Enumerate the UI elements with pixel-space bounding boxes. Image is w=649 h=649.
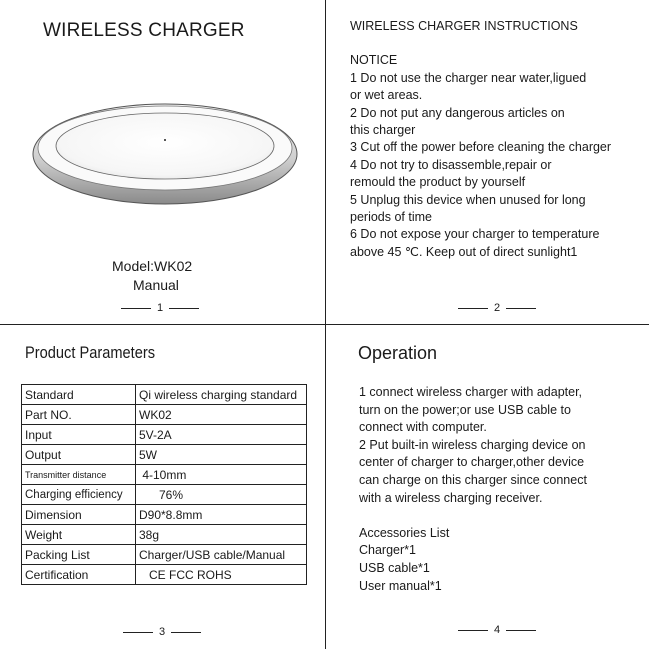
notice-line: above 45 ℃. Keep out of direct sunlight1 [350, 244, 578, 259]
table-row [22, 385, 307, 405]
param-value: CE FCC ROHS [136, 565, 307, 585]
operation-line: 2 Put built-in wireless charging device on [359, 437, 586, 452]
table-row [22, 465, 307, 485]
page1-number: 1 [115, 302, 205, 314]
operation-line [359, 507, 587, 525]
wireless-charger-drawing [30, 98, 300, 208]
param-key: Packing List [22, 545, 136, 565]
product-parameters-table [21, 384, 307, 585]
page3-number: 3 [117, 626, 207, 638]
page4-heading: Operation [358, 343, 438, 363]
notice-line: 6 Do not expose your charger to temperature [350, 227, 600, 242]
param-key: Certification [22, 565, 136, 585]
page3-heading: Product Parameters [25, 343, 156, 362]
param-key: Transmitter distance [22, 465, 136, 485]
page2-notice: NOTICE [350, 53, 398, 68]
operation-line: center of charger to charger,other device [359, 455, 585, 470]
accessory-item: USB cable*1 [359, 560, 430, 575]
param-key: Charging efficiency [22, 485, 136, 505]
page4-operation-text [359, 384, 587, 595]
notice-line: 5 Unplug this device when unused for long [350, 192, 586, 207]
param-value: WK02 [136, 405, 307, 425]
notice-line: remould the product by yourself [350, 175, 526, 190]
notice-line: 3 Cut off the power before cleaning the charger [350, 140, 612, 155]
operation-line: turn on the power;or use USB cable to [359, 402, 571, 417]
param-value: D90*8.8mm [136, 505, 307, 525]
param-key: Weight [22, 525, 136, 545]
accessory-item: User manual*1 [359, 578, 442, 593]
param-value: 76% [136, 485, 307, 505]
page2-number: 2 [452, 302, 542, 314]
page1-manual: Manual [133, 277, 179, 293]
table-row [22, 525, 307, 545]
table-row [22, 485, 307, 505]
param-value: 4-10mm [136, 465, 307, 485]
param-value: Charger/USB cable/Manual [136, 545, 307, 565]
param-value: 38g [136, 525, 307, 545]
table-row [22, 565, 307, 585]
table-row [22, 505, 307, 525]
page1-title: WIRELESS CHARGER [43, 20, 245, 41]
notice-line: or wet areas. [350, 88, 423, 103]
accessories-heading: Accessories List [359, 525, 450, 540]
page1-model: Model:WK02 [112, 258, 193, 274]
notice-line: 2 Do not put any dangerous articles on [350, 105, 565, 120]
param-value: Qi wireless charging standard [136, 385, 307, 405]
table-row [22, 425, 307, 445]
notice-line: 1 Do not use the charger near water,ligued [350, 70, 587, 85]
param-key: Part NO. [22, 405, 136, 425]
operation-line: with a wireless charging receiver. [359, 490, 543, 505]
accessory-item: Charger*1 [359, 543, 416, 558]
page2-heading: WIRELESS CHARGER INSTRUCTIONS [350, 19, 578, 33]
param-key: Input [22, 425, 136, 445]
notice-line: periods of time [350, 210, 432, 225]
table-row [22, 445, 307, 465]
table-row [22, 545, 307, 565]
horizontal-divider [0, 324, 649, 325]
notice-line: 4 Do not try to disassemble,repair or [350, 157, 552, 172]
param-key: Standard [22, 385, 136, 405]
notice-line: this charger [350, 123, 416, 138]
param-key: Output [22, 445, 136, 465]
operation-line: 1 connect wireless charger with adapter, [359, 385, 583, 399]
operation-line: connect with computer. [359, 420, 487, 435]
page2-instructions [350, 18, 611, 261]
param-key: Dimension [22, 505, 136, 525]
page4-number: 4 [452, 624, 542, 636]
operation-line: can charge on this charger since connect [359, 472, 587, 487]
table-row [22, 405, 307, 425]
param-value: 5V-2A [136, 425, 307, 445]
param-value: 5W [136, 445, 307, 465]
